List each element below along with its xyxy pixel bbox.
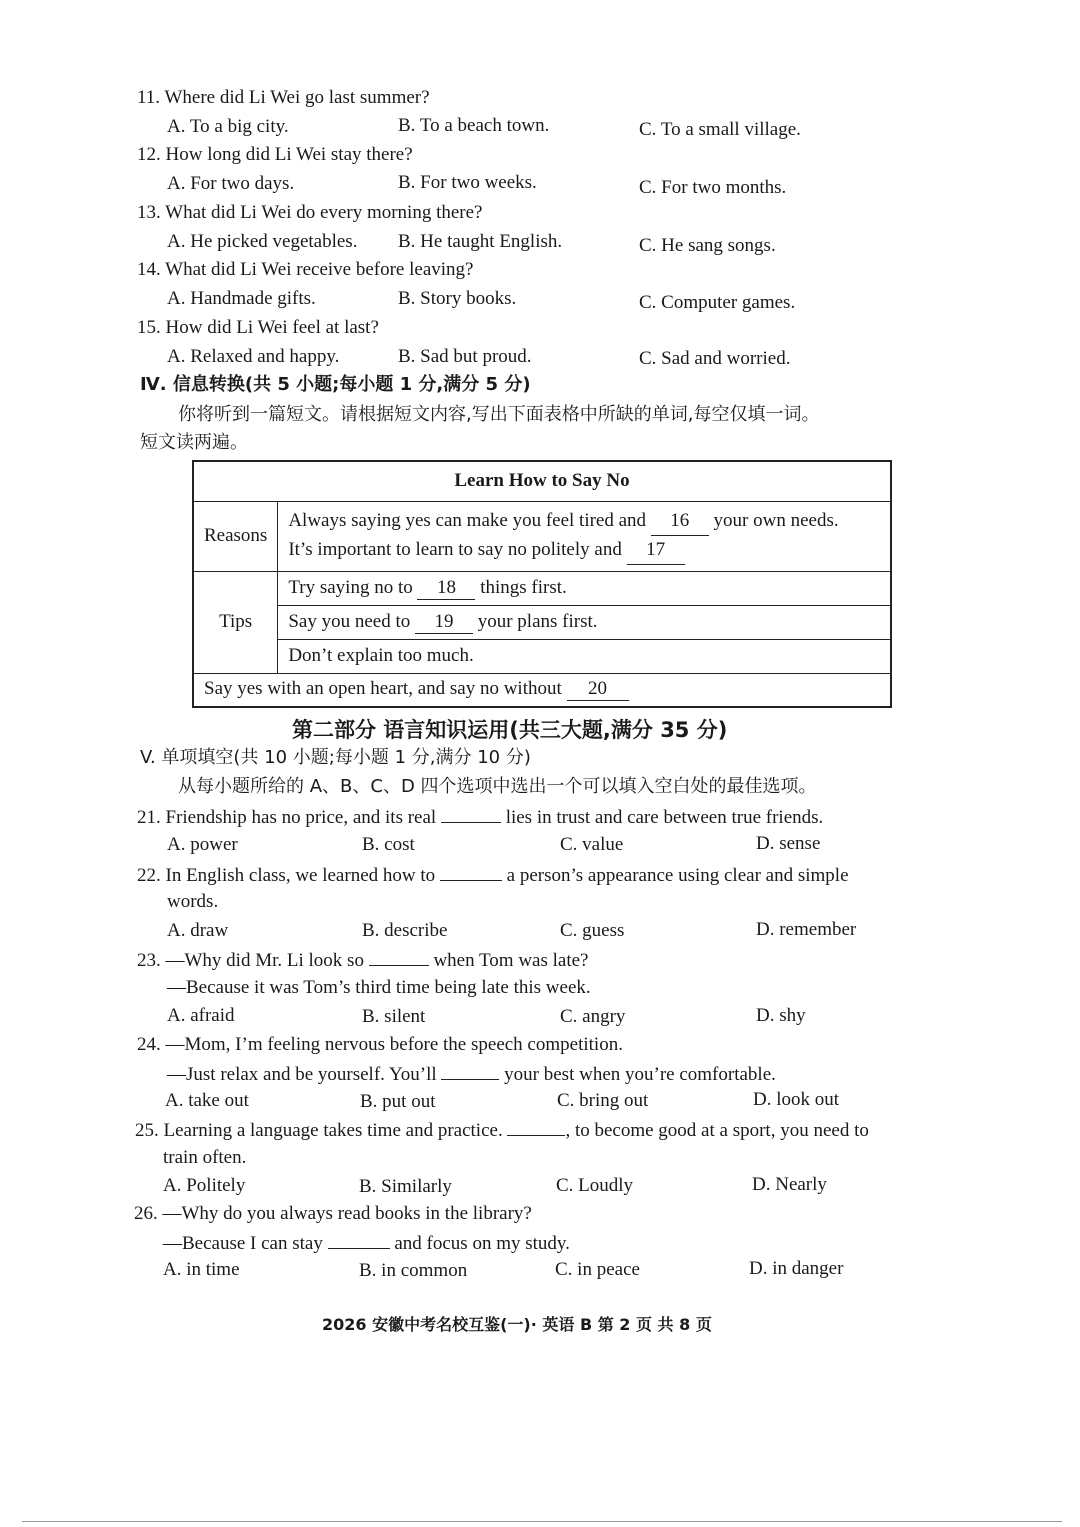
blank-17[interactable]: 17 bbox=[627, 536, 685, 565]
q23-option-c: C. angry bbox=[560, 1006, 626, 1027]
tip-1 bbox=[278, 571, 891, 605]
section-4-instruction-cont: 短文读两遍。 bbox=[140, 432, 248, 453]
q12-option-c: C. For two months. bbox=[639, 177, 787, 198]
q24-option-d: D. look out bbox=[753, 1089, 840, 1110]
table-footer bbox=[193, 673, 891, 707]
q24-line2 bbox=[167, 1061, 776, 1087]
q21-option-b: B. cost bbox=[362, 834, 415, 855]
q15-option-a: A. Relaxed and happy. bbox=[167, 346, 340, 367]
question-15: 15. How did Li Wei feel at last? bbox=[137, 317, 379, 338]
section-5-heading: V. 单项填空(共 10 小题;每小题 1 分,满分 10 分) bbox=[140, 747, 531, 768]
page-edge-divider bbox=[22, 1521, 1062, 1522]
q22-blank[interactable] bbox=[440, 862, 502, 881]
blank-20[interactable]: 20 bbox=[567, 678, 629, 701]
q24-text: —Just relax and be yourself. You’ll bbox=[167, 1064, 437, 1085]
q25-blank[interactable] bbox=[507, 1117, 565, 1136]
question-24: 24. —Mom, I’m feeling nervous before the speech competition. bbox=[137, 1034, 623, 1055]
tip-2 bbox=[278, 605, 891, 639]
section-4-heading: Ⅳ. 信息转换(共 5 小题;每小题 1 分,满分 5 分) bbox=[140, 374, 531, 395]
q23-option-b: B. silent bbox=[362, 1006, 426, 1027]
q24-blank[interactable] bbox=[441, 1061, 499, 1080]
info-table bbox=[192, 460, 892, 708]
q25-text-post: , to become good at a sport, you need to bbox=[565, 1120, 869, 1141]
q25-text-cont: train often. bbox=[163, 1147, 247, 1168]
q22-text-cont: words. bbox=[167, 891, 219, 912]
q26-option-d: D. in danger bbox=[749, 1258, 844, 1279]
q26-option-c: C. in peace bbox=[555, 1259, 640, 1280]
q24-option-b: B. put out bbox=[360, 1091, 436, 1112]
q21-option-a: A. power bbox=[167, 834, 238, 855]
q15-option-b: B. Sad but proud. bbox=[398, 346, 532, 367]
q11-option-a: A. To a big city. bbox=[167, 116, 289, 137]
tip2-text: Say you need to bbox=[288, 610, 411, 632]
tip1-post: things first. bbox=[480, 576, 567, 598]
question-25 bbox=[135, 1117, 869, 1143]
blank-18[interactable]: 18 bbox=[417, 577, 475, 600]
question-14: 14. What did Li Wei receive before leaving? bbox=[137, 259, 474, 280]
q22-option-b: B. describe bbox=[362, 920, 448, 941]
footer-text: Say yes with an open heart, and say no without bbox=[204, 678, 562, 700]
tip1-text: Try saying no to bbox=[288, 576, 413, 598]
q21-text-post: lies in trust and care between true friends. bbox=[505, 807, 824, 828]
page-footer: 2026 安徽中考名校互鉴(一)· 英语 B 第 2 页 共 8 页 bbox=[322, 1315, 712, 1334]
q13-option-c: C. He sang songs. bbox=[639, 235, 776, 256]
reason2-text: It’s important to learn to say no politely and bbox=[288, 539, 622, 560]
reason1-text: Always saying yes can make you feel tired and bbox=[288, 510, 647, 531]
q12-option-b: B. For two weeks. bbox=[398, 172, 537, 193]
q25-option-d: D. Nearly bbox=[752, 1174, 827, 1195]
q26-option-a: A. in time bbox=[163, 1259, 240, 1280]
question-21 bbox=[137, 804, 823, 830]
q26-option-b: B. in common bbox=[359, 1260, 468, 1281]
q21-text: 21. Friendship has no price, and its real bbox=[137, 807, 437, 828]
q23-option-a: A. afraid bbox=[167, 1005, 235, 1026]
q23-line2: —Because it was Tom’s third time being late this week. bbox=[167, 977, 591, 998]
part-2-heading: 第二部分 语言知识运用(共三大题,满分 35 分) bbox=[292, 718, 728, 742]
q23-blank[interactable] bbox=[369, 947, 429, 966]
q22-option-a: A. draw bbox=[167, 920, 229, 941]
q21-option-d: D. sense bbox=[756, 833, 821, 854]
q23-text: 23. —Why did Mr. Li look so bbox=[137, 950, 364, 971]
q26-text-post: and focus on my study. bbox=[394, 1233, 570, 1254]
section-4-instruction: 你将听到一篇短文。请根据短文内容,写出下面表格中所缺的单词,每空仅填一词。 bbox=[178, 404, 820, 425]
q26-text: —Because I can stay bbox=[163, 1233, 323, 1254]
q13-option-b: B. He taught English. bbox=[398, 231, 563, 252]
q24-text-post: your best when you’re comfortable. bbox=[504, 1064, 776, 1085]
q23-text-post: when Tom was late? bbox=[433, 950, 589, 971]
q25-option-b: B. Similarly bbox=[359, 1176, 452, 1197]
q11-option-c: C. To a small village. bbox=[639, 119, 801, 140]
q25-text: 25. Learning a language takes time and practice. bbox=[135, 1120, 503, 1141]
tip2-post: your plans first. bbox=[477, 610, 598, 632]
reason1-post: your own needs. bbox=[713, 510, 839, 531]
q14-option-a: A. Handmade gifts. bbox=[167, 288, 316, 309]
q13-option-a: A. He picked vegetables. bbox=[167, 231, 358, 252]
q11-option-b: B. To a beach town. bbox=[398, 115, 550, 136]
q12-option-a: A. For two days. bbox=[167, 173, 295, 194]
tips-label: Tips bbox=[193, 571, 278, 673]
q24-option-a: A. take out bbox=[165, 1090, 249, 1111]
q15-option-c: C. Sad and worried. bbox=[639, 348, 791, 369]
q22-text-post: a person’s appearance using clear and simple bbox=[506, 865, 849, 886]
question-22 bbox=[137, 862, 849, 888]
reasons-label: Reasons bbox=[193, 501, 278, 571]
q25-option-a: A. Politely bbox=[163, 1175, 246, 1196]
reasons-cell bbox=[278, 501, 891, 571]
q24-option-c: C. bring out bbox=[557, 1090, 649, 1111]
q26-blank[interactable] bbox=[328, 1230, 390, 1249]
q22-option-d: D. remember bbox=[756, 919, 857, 940]
q21-option-c: C. value bbox=[560, 834, 624, 855]
section-5-instruction: 从每小题所给的 A、B、C、D 四个选项中选出一个可以填入空白处的最佳选项。 bbox=[178, 776, 817, 797]
question-23 bbox=[137, 947, 588, 973]
question-11: 11. Where did Li Wei go last summer? bbox=[137, 87, 430, 108]
table-title: Learn How to Say No bbox=[193, 461, 891, 501]
blank-16[interactable]: 16 bbox=[651, 507, 709, 536]
question-26: 26. —Why do you always read books in the library? bbox=[134, 1203, 532, 1224]
tip-3: Don’t explain too much. bbox=[278, 639, 891, 673]
q21-blank[interactable] bbox=[441, 804, 501, 823]
q14-option-b: B. Story books. bbox=[398, 288, 517, 309]
q14-option-c: C. Computer games. bbox=[639, 292, 796, 313]
question-12: 12. How long did Li Wei stay there? bbox=[137, 144, 413, 165]
q22-option-c: C. guess bbox=[560, 920, 625, 941]
q23-option-d: D. shy bbox=[756, 1005, 806, 1026]
q25-option-c: C. Loudly bbox=[556, 1175, 634, 1196]
q22-text: 22. In English class, we learned how to bbox=[137, 865, 436, 886]
q26-line2 bbox=[163, 1230, 570, 1256]
blank-19[interactable]: 19 bbox=[415, 611, 473, 634]
question-13: 13. What did Li Wei do every morning there? bbox=[137, 202, 483, 223]
